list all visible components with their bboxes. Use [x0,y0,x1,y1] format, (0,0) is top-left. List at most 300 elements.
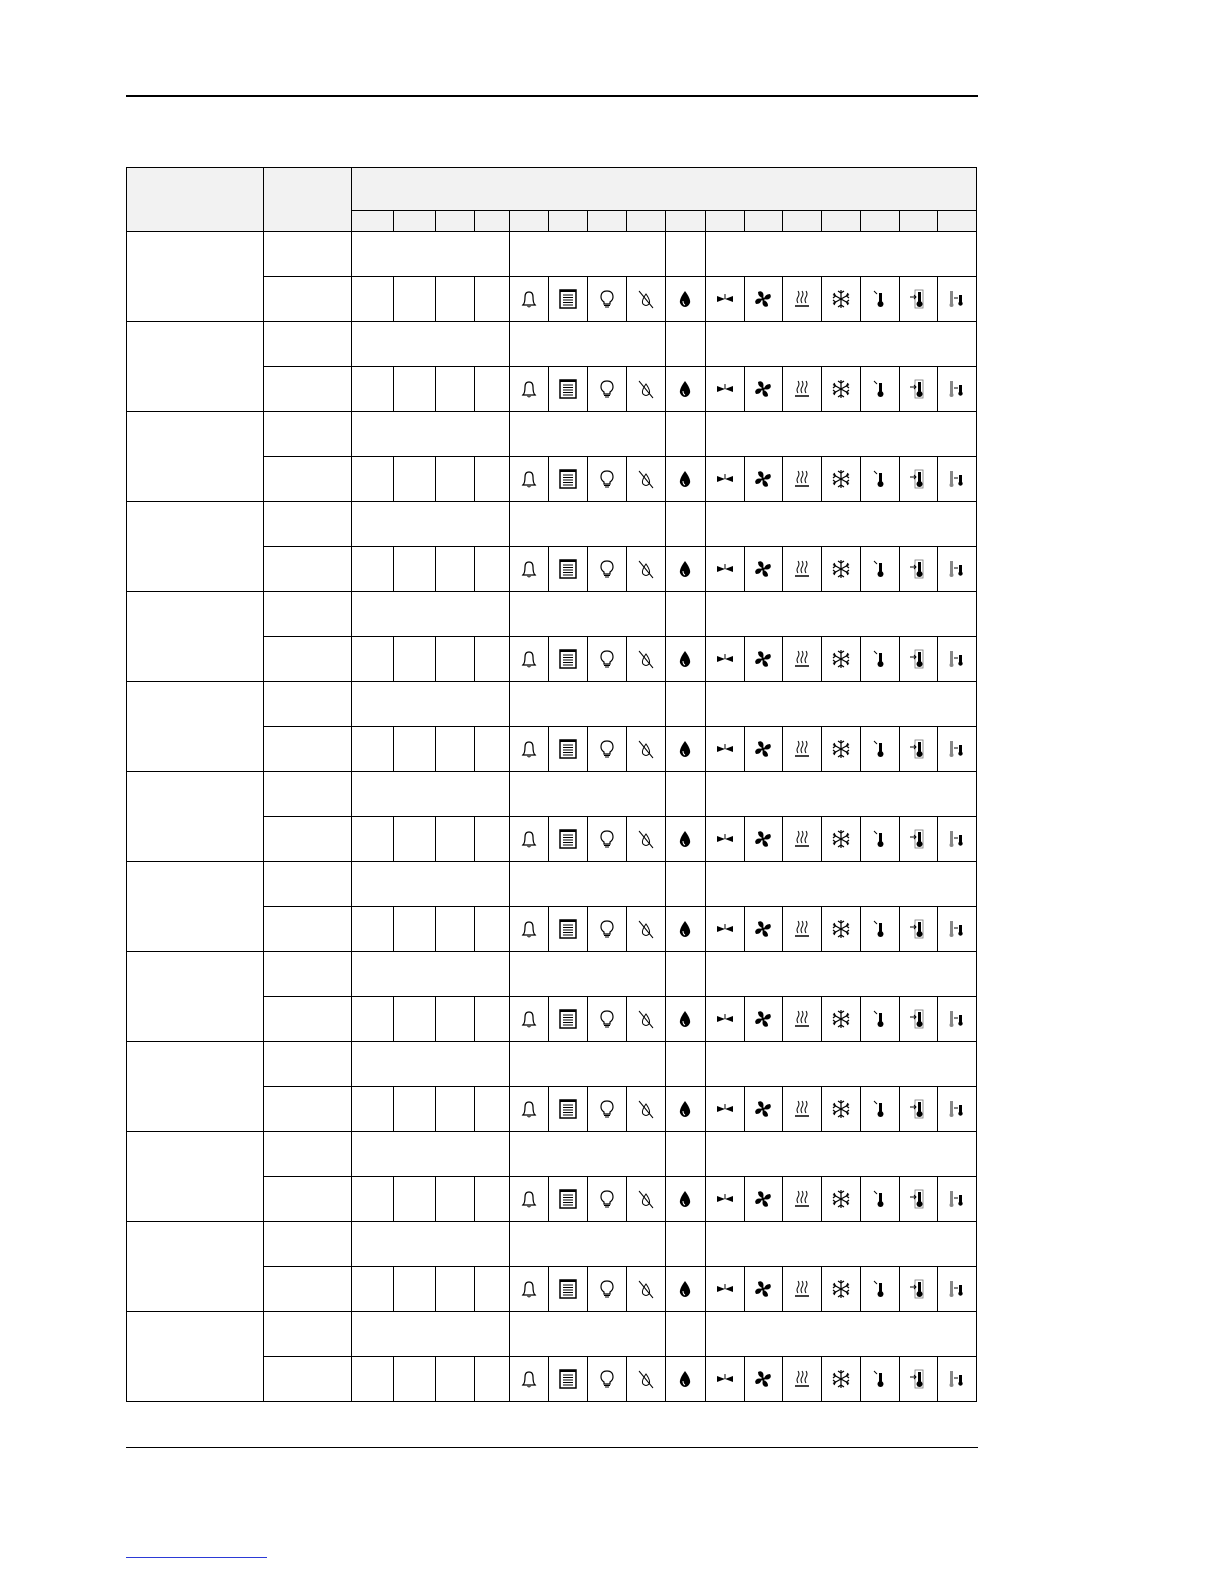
status-icon-cell [705,997,744,1042]
status-icon-cell [899,547,937,592]
status-icon-cell [821,907,860,952]
status-icon-cell [744,817,782,862]
status-icon-cell [937,367,976,412]
thermometer-high-icon [907,1278,929,1300]
heater-icon [791,1098,813,1120]
status-icon-cell [705,1177,744,1222]
list-icon [557,378,579,400]
output-cell [475,277,510,322]
output-cell [352,1357,394,1402]
row-type-cell [264,547,352,592]
status-icon-cell [705,367,744,412]
row-type-cell [264,1042,352,1087]
status-icon-cell [937,637,976,682]
table-row [127,1312,977,1357]
status-icon-cell [782,817,821,862]
status-icon-cell [626,907,665,952]
status-icon-cell [549,547,588,592]
status-icon-cell [821,547,860,592]
thermometer-high-icon [907,1188,929,1210]
heater-icon [791,828,813,850]
valve-icon [714,468,736,490]
status-icon-cell [860,637,899,682]
group-cell [665,682,705,727]
output-cell [394,817,436,862]
list-icon [557,1188,579,1210]
output-cell [394,727,436,772]
row-name-cell [127,232,264,322]
group-cell [665,1132,705,1177]
probe-icon [946,1278,968,1300]
group-cell [352,1132,510,1177]
group-cell [665,502,705,547]
status-icon-cell [937,1357,976,1402]
valve-icon [714,1008,736,1030]
drip-off-icon [635,558,657,580]
fan-icon [752,558,774,580]
header-subcolumn-cell [899,211,937,232]
status-icon-cell [821,727,860,772]
status-icon-cell [510,277,549,322]
row-type-cell [264,412,352,457]
row-type-cell [264,1177,352,1222]
drip-off-icon [635,1008,657,1030]
row-type-cell [264,502,352,547]
status-icon-cell [899,637,937,682]
group-cell [352,232,510,277]
status-icon-cell [549,907,588,952]
output-cell [436,277,475,322]
output-cell [436,997,475,1042]
header-subcolumn-cell [665,211,705,232]
output-cell [352,547,394,592]
bell-icon [518,288,540,310]
status-icon-cell [665,907,705,952]
fan-icon [752,918,774,940]
drip-off-icon [635,918,657,940]
header-outputs-cell [352,168,977,211]
output-cell [436,547,475,592]
status-icon-cell [588,1087,626,1132]
status-icon-cell [510,817,549,862]
footer-link-underline[interactable] [126,1557,267,1558]
header-subcolumn-cell [782,211,821,232]
status-icon-cell [626,1177,665,1222]
group-cell [352,1312,510,1357]
status-icon-cell [744,367,782,412]
fan-icon [752,1008,774,1030]
header-subcolumn-cell [352,211,394,232]
status-icon-cell [549,457,588,502]
status-icon-cell [705,547,744,592]
status-icon-cell [782,907,821,952]
thermometer-low-icon [869,1188,891,1210]
probe-icon [946,1188,968,1210]
status-icon-cell [588,997,626,1042]
thermometer-low-icon [869,1278,891,1300]
group-cell [665,232,705,277]
fan-icon [752,1368,774,1390]
status-icon-cell [821,1177,860,1222]
heater-icon [791,648,813,670]
status-icon-cell [665,547,705,592]
probe-icon [946,648,968,670]
output-cell [394,1357,436,1402]
status-icon-cell [705,817,744,862]
output-cell [436,1357,475,1402]
row-name-cell [127,1222,264,1312]
status-icon-cell [821,277,860,322]
group-cell [665,412,705,457]
header-rule [126,95,978,97]
valve-icon [714,1188,736,1210]
status-icon-cell [937,727,976,772]
snowflake-icon [830,918,852,940]
status-icon-cell [626,1357,665,1402]
probe-icon [946,468,968,490]
row-type-cell [264,1132,352,1177]
group-cell [510,1042,665,1087]
table-row [127,682,977,727]
group-cell [705,772,976,817]
list-icon [557,1098,579,1120]
status-icon-cell [588,277,626,322]
fan-icon [752,288,774,310]
bell-icon [518,918,540,940]
status-icon-cell [549,637,588,682]
snowflake-icon [830,648,852,670]
group-cell [705,322,976,367]
table-row [127,502,977,547]
status-icon-cell [821,637,860,682]
probe-icon [946,1368,968,1390]
header-subcolumn-cell [394,211,436,232]
output-cell [436,1267,475,1312]
bell-icon [518,1368,540,1390]
status-icon-cell [588,1177,626,1222]
group-cell [352,1042,510,1087]
status-icon-cell [744,277,782,322]
thermometer-low-icon [869,738,891,760]
output-cell [394,997,436,1042]
output-cell [394,277,436,322]
drip-icon [674,1008,696,1030]
status-icon-cell [510,727,549,772]
row-name-cell [127,952,264,1042]
snowflake-icon [830,558,852,580]
output-cell [436,457,475,502]
header-name-cell [127,168,264,232]
output-cell [475,637,510,682]
row-type-cell [264,682,352,727]
group-cell [510,952,665,997]
group-cell [705,1312,976,1357]
status-icon-cell [937,997,976,1042]
snowflake-icon [830,828,852,850]
status-icon-cell [860,547,899,592]
valve-icon [714,1098,736,1120]
status-icon-cell [549,1357,588,1402]
probe-icon [946,828,968,850]
snowflake-icon [830,1368,852,1390]
row-type-cell [264,277,352,322]
status-icon-cell [626,547,665,592]
group-cell [705,682,976,727]
bell-icon [518,378,540,400]
group-cell [510,592,665,637]
status-icon-cell [626,277,665,322]
output-cell [394,547,436,592]
status-icon-cell [782,1357,821,1402]
status-icon-cell [626,637,665,682]
list-icon [557,558,579,580]
drip-icon [674,378,696,400]
header-subcolumn-cell [860,211,899,232]
status-icon-cell [782,1177,821,1222]
status-icon-cell [510,1177,549,1222]
status-icon-cell [937,547,976,592]
valve-icon [714,558,736,580]
status-icon-cell [665,277,705,322]
group-cell [705,862,976,907]
light-bulb-icon [596,648,618,670]
thermometer-low-icon [869,288,891,310]
status-icon-cell [821,367,860,412]
status-icon-cell [821,1357,860,1402]
probe-icon [946,1008,968,1030]
output-cell [475,457,510,502]
thermometer-high-icon [907,558,929,580]
status-icon-cell [665,637,705,682]
group-cell [352,412,510,457]
list-icon [557,738,579,760]
row-type-cell [264,1312,352,1357]
status-icon-cell [626,367,665,412]
bell-icon [518,828,540,850]
row-type-cell [264,592,352,637]
group-cell [510,232,665,277]
status-icon-cell [549,817,588,862]
header-subcolumn-cell [436,211,475,232]
output-cell [352,1267,394,1312]
status-icon-cell [899,1357,937,1402]
status-icon-cell [588,637,626,682]
drip-icon [674,918,696,940]
valve-icon [714,288,736,310]
light-bulb-icon [596,1368,618,1390]
group-cell [352,592,510,637]
status-icon-cell [588,367,626,412]
status-icon-cell [549,997,588,1042]
status-icon-cell [665,1087,705,1132]
status-icon-cell [665,1357,705,1402]
probe-icon [946,738,968,760]
status-icon-cell [899,817,937,862]
fan-icon [752,378,774,400]
drip-icon [674,648,696,670]
drip-off-icon [635,1098,657,1120]
heater-icon [791,468,813,490]
group-cell [705,592,976,637]
status-icon-cell [744,727,782,772]
group-cell [510,1222,665,1267]
status-icon-cell [705,637,744,682]
row-type-cell [264,907,352,952]
group-cell [510,322,665,367]
drip-off-icon [635,738,657,760]
light-bulb-icon [596,828,618,850]
footer-rule [126,1447,978,1448]
status-icon-cell [782,457,821,502]
group-cell [705,1132,976,1177]
group-cell [352,322,510,367]
status-icon-cell [705,1087,744,1132]
output-cell [352,637,394,682]
header-subcolumn-cell [705,211,744,232]
thermometer-high-icon [907,378,929,400]
snowflake-icon [830,1188,852,1210]
bell-icon [518,648,540,670]
group-cell [352,952,510,997]
table-row [127,592,977,637]
group-cell [352,772,510,817]
status-icon-cell [860,1087,899,1132]
drip-icon [674,468,696,490]
group-cell [510,1312,665,1357]
status-icon-cell [665,817,705,862]
status-icon-cell [860,367,899,412]
thermometer-high-icon [907,1008,929,1030]
thermometer-high-icon [907,468,929,490]
status-icon-cell [510,637,549,682]
bell-icon [518,1188,540,1210]
status-icon-cell [744,1177,782,1222]
status-icon-cell [744,1267,782,1312]
status-icon-cell [899,1087,937,1132]
probe-icon [946,1098,968,1120]
status-icon-cell [744,1357,782,1402]
row-type-cell [264,637,352,682]
output-cell [394,907,436,952]
output-cell [475,367,510,412]
group-cell [665,862,705,907]
fan-icon [752,1098,774,1120]
output-cell [475,547,510,592]
group-cell [510,412,665,457]
status-icon-cell [549,1267,588,1312]
snowflake-icon [830,1278,852,1300]
status-icon-cell [549,277,588,322]
status-icon-cell [705,277,744,322]
output-cell [475,1087,510,1132]
thermometer-low-icon [869,558,891,580]
thermometer-high-icon [907,1368,929,1390]
status-icon-cell [744,1087,782,1132]
thermometer-low-icon [869,828,891,850]
drip-icon [674,1098,696,1120]
output-cell [436,637,475,682]
valve-icon [714,1278,736,1300]
drip-off-icon [635,378,657,400]
status-icon-cell [588,907,626,952]
header-subcolumn-cell [510,211,549,232]
light-bulb-icon [596,558,618,580]
heater-icon [791,1008,813,1030]
table-row [127,772,977,817]
bell-icon [518,1098,540,1120]
row-name-cell [127,1312,264,1402]
header-subcolumn-cell [626,211,665,232]
status-icon-cell [899,907,937,952]
drip-off-icon [635,648,657,670]
light-bulb-icon [596,288,618,310]
snowflake-icon [830,288,852,310]
drip-off-icon [635,1278,657,1300]
row-type-cell [264,772,352,817]
row-type-cell [264,952,352,997]
row-type-cell [264,727,352,772]
row-type-cell [264,1267,352,1312]
group-cell [510,862,665,907]
status-icon-cell [899,997,937,1042]
list-icon [557,828,579,850]
group-cell [705,952,976,997]
status-icon-cell [665,367,705,412]
snowflake-icon [830,1008,852,1030]
status-icon-cell [510,367,549,412]
row-type-cell [264,862,352,907]
bell-icon [518,1008,540,1030]
list-icon [557,468,579,490]
status-icon-cell [626,1087,665,1132]
heater-icon [791,1278,813,1300]
status-icon-cell [510,457,549,502]
output-cell [475,727,510,772]
header-subcolumn-cell [821,211,860,232]
table-row [127,952,977,997]
thermometer-low-icon [869,1008,891,1030]
output-cell [352,1087,394,1132]
group-cell [665,322,705,367]
status-icon-cell [860,277,899,322]
group-cell [352,502,510,547]
probe-icon [946,378,968,400]
row-type-cell [264,322,352,367]
output-cell [352,907,394,952]
drip-off-icon [635,828,657,850]
status-icon-cell [860,817,899,862]
status-icon-cell [549,1087,588,1132]
output-cell [475,1177,510,1222]
output-cell [352,817,394,862]
group-cell [705,232,976,277]
row-name-cell [127,412,264,502]
thermometer-low-icon [869,468,891,490]
status-icon-cell [588,817,626,862]
list-icon [557,1278,579,1300]
thermometer-high-icon [907,738,929,760]
table-row [127,1222,977,1267]
heater-icon [791,378,813,400]
table-row [127,412,977,457]
row-type-cell [264,232,352,277]
output-cell [394,1087,436,1132]
table-row [127,322,977,367]
drip-icon [674,1368,696,1390]
status-icon-cell [626,1267,665,1312]
status-icon-cell [626,997,665,1042]
status-icon-cell [782,547,821,592]
